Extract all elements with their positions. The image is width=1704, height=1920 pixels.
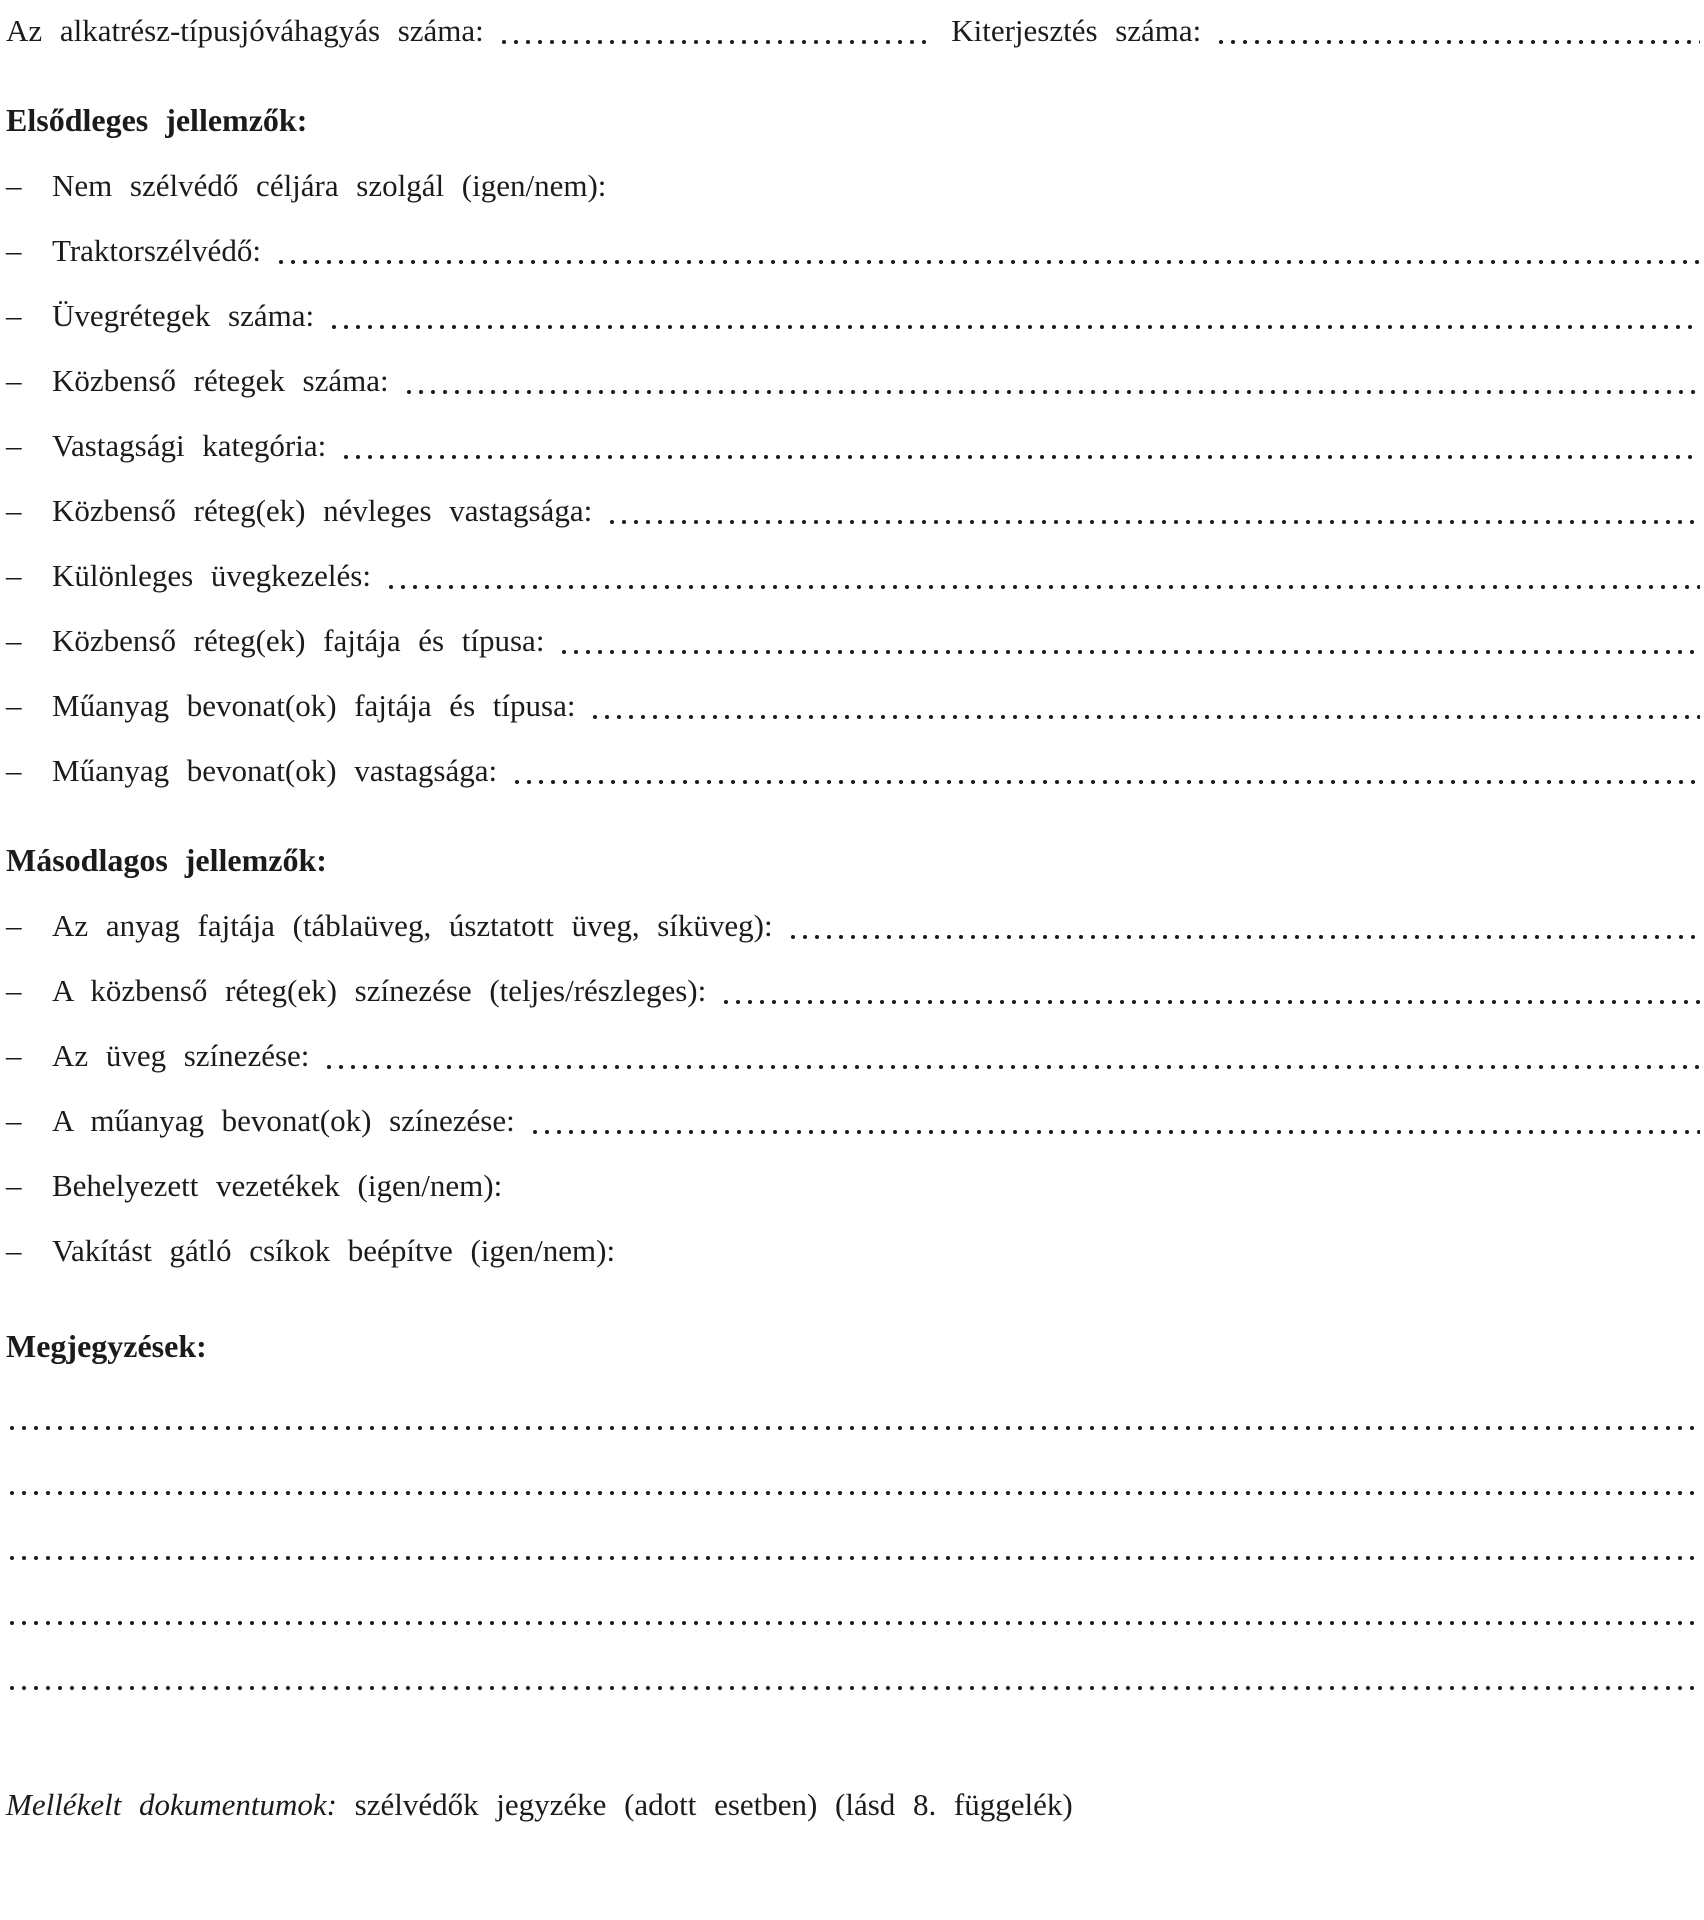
fill-in-leader bbox=[328, 325, 1700, 329]
dash-bullet: – bbox=[6, 688, 22, 723]
field-traktorszelvedo bbox=[6, 232, 1700, 270]
field-kozbenso-reteg-nevleges-vastagsaga bbox=[6, 492, 1700, 530]
field-label: Traktorszélvédő: bbox=[52, 233, 261, 268]
field-behelyezett-vezetekek bbox=[6, 1167, 1700, 1205]
notes-heading: Megjegyzések: bbox=[6, 1328, 207, 1364]
field-label: Műanyag bevonat(ok) fajtája és típusa: bbox=[52, 688, 576, 723]
fill-in-leader bbox=[340, 455, 1700, 459]
dash-bullet: – bbox=[6, 363, 22, 398]
dash-bullet: – bbox=[6, 298, 22, 333]
dash-bullet: – bbox=[6, 558, 22, 593]
fill-in-leader bbox=[323, 1065, 1700, 1069]
component-approval-number-fill-in bbox=[498, 40, 929, 44]
field-muanyag-bevonat-szinezese bbox=[6, 1102, 1700, 1140]
primary-characteristics-heading: Elsődleges jellemzők: bbox=[6, 102, 308, 138]
notes-blank-line bbox=[6, 1491, 1700, 1495]
dash-bullet: – bbox=[6, 1038, 22, 1073]
component-approval-number-field bbox=[6, 12, 929, 50]
dash-bullet: – bbox=[6, 168, 22, 203]
attachments-line bbox=[6, 1786, 1700, 1824]
field-vakitast-gatlo-csikok bbox=[6, 1232, 1700, 1270]
fill-in-leader bbox=[787, 935, 1700, 939]
field-label: Az üveg színezése: bbox=[52, 1038, 310, 1073]
field-label: Vakítást gátló csíkok beépítve (igen/nem): bbox=[52, 1233, 616, 1268]
field-kozbenso-reteg-szinezese bbox=[6, 972, 1700, 1010]
fill-in-leader bbox=[589, 715, 1700, 719]
dash-bullet: – bbox=[6, 493, 22, 528]
field-anyag-fajtaja bbox=[6, 907, 1700, 945]
fill-in-leader bbox=[606, 520, 1700, 524]
field-label: Műanyag bevonat(ok) vastagsága: bbox=[52, 753, 498, 788]
field-muanyag-bevonat-fajtaja-tipusa bbox=[6, 687, 1700, 725]
fill-in-leader bbox=[558, 650, 1700, 654]
field-label: Közbenső rétegek száma: bbox=[52, 363, 389, 398]
extension-number-label: Kiterjesztés száma: bbox=[951, 13, 1202, 48]
notes-blank-line bbox=[6, 1686, 1700, 1690]
dash-bullet: – bbox=[6, 1233, 22, 1268]
field-label: Nem szélvédő céljára szolgál (igen/nem): bbox=[52, 168, 607, 203]
dash-bullet: – bbox=[6, 1168, 22, 1203]
extension-number-field bbox=[951, 12, 1700, 50]
field-kozbenso-reteg-fajtaja-tipusa bbox=[6, 622, 1700, 660]
dash-bullet: – bbox=[6, 753, 22, 788]
field-label: Közbenső réteg(ek) fajtája és típusa: bbox=[52, 623, 545, 658]
fill-in-leader bbox=[720, 1000, 1700, 1004]
field-muanyag-bevonat-vastagsaga bbox=[6, 752, 1700, 790]
dash-bullet: – bbox=[6, 973, 22, 1008]
fill-in-leader bbox=[511, 780, 1700, 784]
extension-number-fill-in bbox=[1215, 40, 1700, 44]
fill-in-leader bbox=[529, 1130, 1700, 1134]
dash-bullet: – bbox=[6, 1103, 22, 1138]
attachments-lead-label: Mellékelt dokumentumok: bbox=[6, 1787, 337, 1822]
field-label: Behelyezett vezetékek (igen/nem): bbox=[52, 1168, 503, 1203]
field-uvegretegek-szama bbox=[6, 297, 1700, 335]
dash-bullet: – bbox=[6, 908, 22, 943]
dash-bullet: – bbox=[6, 233, 22, 268]
field-label: Üvegrétegek száma: bbox=[52, 298, 315, 333]
notes-blank-line bbox=[6, 1426, 1700, 1430]
field-nem-szelvedo-celjara bbox=[6, 167, 1700, 205]
dash-bullet: – bbox=[6, 623, 22, 658]
secondary-characteristics-heading: Másodlagos jellemzők: bbox=[6, 842, 327, 878]
field-label: Az anyag fajtája (táblaüveg, úsztatott üveg, síküveg): bbox=[52, 908, 773, 943]
notes-blank-line bbox=[6, 1556, 1700, 1560]
field-kulonleges-uvegkezeles bbox=[6, 557, 1700, 595]
attachments-text: szélvédők jegyzéke (adott esetben) (lásd 8. függelék) bbox=[354, 1787, 1073, 1822]
field-vastagsagi-kategoria bbox=[6, 427, 1700, 465]
approval-number-row bbox=[6, 12, 1700, 50]
field-uveg-szinezese bbox=[6, 1037, 1700, 1075]
field-kozbenso-retegek-szama bbox=[6, 362, 1700, 400]
fill-in-leader bbox=[385, 585, 1700, 589]
component-approval-number-label: Az alkatrész-típusjóváhagyás száma: bbox=[6, 13, 484, 48]
fill-in-leader bbox=[403, 390, 1700, 394]
field-label: Vastagsági kategória: bbox=[52, 428, 327, 463]
field-label: A közbenső réteg(ek) színezése (teljes/részleges): bbox=[52, 973, 707, 1008]
field-label: Különleges üvegkezelés: bbox=[52, 558, 371, 593]
notes-blank-line bbox=[6, 1621, 1700, 1625]
field-label: A műanyag bevonat(ok) színezése: bbox=[52, 1103, 515, 1138]
dash-bullet: – bbox=[6, 428, 22, 463]
fill-in-leader bbox=[275, 260, 1700, 264]
field-label: Közbenső réteg(ek) névleges vastagsága: bbox=[52, 493, 593, 528]
